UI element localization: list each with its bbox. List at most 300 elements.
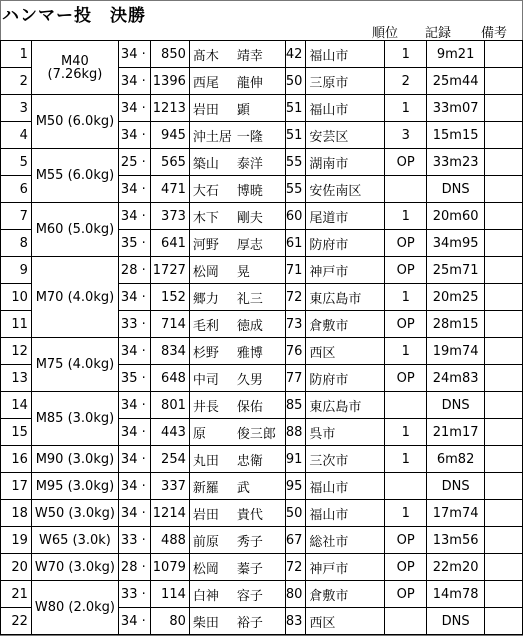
athlete-given-name: 靖幸 bbox=[236, 48, 263, 64]
age-group-value: 35 bbox=[120, 370, 138, 386]
record-cell: 13m56 bbox=[427, 527, 485, 554]
table-row bbox=[1, 446, 523, 473]
rank-cell: OP bbox=[385, 527, 427, 554]
athlete-surname: 井長 bbox=[192, 399, 219, 415]
athlete-name bbox=[189, 68, 285, 95]
division-cell: M55 (6.0kg) bbox=[31, 149, 118, 203]
athlete-given-name: 秀子 bbox=[236, 534, 263, 550]
bib-number: 641 bbox=[150, 230, 189, 257]
age-group-value: 34 bbox=[120, 478, 138, 494]
athlete-name bbox=[189, 95, 285, 122]
bib-number: 373 bbox=[150, 203, 189, 230]
age-group-value: 33 bbox=[120, 586, 138, 602]
table-row bbox=[1, 500, 523, 527]
rank-cell: 1 bbox=[385, 338, 427, 365]
bib-number: 945 bbox=[150, 122, 189, 149]
athlete-surname: 松岡 bbox=[192, 264, 219, 280]
bib-number: 1727 bbox=[150, 257, 189, 284]
table-row bbox=[1, 554, 523, 581]
remarks-cell bbox=[485, 230, 523, 257]
athlete-age: 83 bbox=[285, 608, 306, 635]
athlete-city: 東広島市 bbox=[306, 392, 385, 419]
age-group-cell bbox=[118, 554, 150, 581]
athlete-name bbox=[189, 392, 285, 419]
athlete-name bbox=[189, 581, 285, 608]
age-group-cell bbox=[118, 500, 150, 527]
athlete-given-name: 礼三 bbox=[236, 291, 263, 307]
row-number: 8 bbox=[1, 230, 32, 257]
record-cell: DNS bbox=[427, 176, 485, 203]
table-row bbox=[1, 203, 523, 230]
age-group-value: 34 bbox=[120, 613, 138, 629]
athlete-given-name: 俊三郎 bbox=[236, 426, 276, 442]
row-number: 6 bbox=[1, 176, 32, 203]
athlete-given-name: 泰洋 bbox=[236, 156, 263, 172]
record-cell: 20m25 bbox=[427, 284, 485, 311]
row-number: 4 bbox=[1, 122, 32, 149]
record-cell: 9m21 bbox=[427, 41, 485, 68]
record-cell: 19m74 bbox=[427, 338, 485, 365]
separator-dot: · bbox=[137, 343, 146, 359]
age-group-cell bbox=[118, 446, 150, 473]
separator-dot: · bbox=[137, 316, 146, 332]
separator-dot: · bbox=[137, 73, 146, 89]
row-number: 7 bbox=[1, 203, 32, 230]
athlete-age: 71 bbox=[285, 257, 306, 284]
record-cell: 25m71 bbox=[427, 257, 485, 284]
rank-cell: OP bbox=[385, 311, 427, 338]
row-number: 3 bbox=[1, 95, 32, 122]
age-group-value: 34 bbox=[120, 397, 138, 413]
bib-number: 565 bbox=[150, 149, 189, 176]
athlete-age: 51 bbox=[285, 95, 306, 122]
athlete-age: 67 bbox=[285, 527, 306, 554]
age-group-cell bbox=[118, 95, 150, 122]
age-group-value: 28 bbox=[120, 262, 138, 278]
athlete-surname: 郷力 bbox=[192, 291, 219, 307]
separator-dot: · bbox=[137, 559, 146, 575]
athlete-name bbox=[189, 365, 285, 392]
record-cell: 24m83 bbox=[427, 365, 485, 392]
athlete-name bbox=[189, 608, 285, 635]
bib-number: 80 bbox=[150, 608, 189, 635]
athlete-age: 55 bbox=[285, 176, 306, 203]
division-cell: W70 (3.0kg) bbox=[31, 554, 118, 581]
athlete-given-name: 貴代 bbox=[236, 507, 263, 523]
athlete-surname: 河野 bbox=[192, 237, 219, 253]
rank-cell: 1 bbox=[385, 419, 427, 446]
athlete-city: 湖南市 bbox=[306, 149, 385, 176]
athlete-given-name: 一隆 bbox=[236, 129, 263, 145]
athlete-city: 三次市 bbox=[306, 446, 385, 473]
division-cell: W65 (3.0k) bbox=[31, 527, 118, 554]
athlete-age: 95 bbox=[285, 473, 306, 500]
athlete-age: 88 bbox=[285, 419, 306, 446]
division-cell: M50 (6.0kg) bbox=[31, 95, 118, 149]
athlete-city: 防府市 bbox=[306, 365, 385, 392]
athlete-surname: 沖土居 bbox=[192, 129, 232, 145]
row-number: 19 bbox=[1, 527, 32, 554]
athlete-name bbox=[189, 149, 285, 176]
header-remarks: 備考 bbox=[481, 26, 508, 41]
separator-dot: · bbox=[137, 235, 146, 251]
athlete-city: 西区 bbox=[306, 338, 385, 365]
athlete-age: 60 bbox=[285, 203, 306, 230]
athlete-surname: 木下 bbox=[192, 210, 219, 226]
athlete-age: 91 bbox=[285, 446, 306, 473]
separator-dot: · bbox=[137, 46, 146, 62]
bib-number: 801 bbox=[150, 392, 189, 419]
separator-dot: · bbox=[137, 532, 146, 548]
separator-dot: · bbox=[137, 478, 146, 494]
table-row bbox=[1, 527, 523, 554]
athlete-given-name: 武 bbox=[236, 480, 250, 496]
athlete-given-name: 蓁子 bbox=[236, 561, 263, 577]
athlete-surname: 岩田 bbox=[192, 507, 219, 523]
bib-number: 648 bbox=[150, 365, 189, 392]
athlete-name bbox=[189, 203, 285, 230]
separator-dot: · bbox=[137, 397, 146, 413]
athlete-age: 72 bbox=[285, 284, 306, 311]
bib-number: 443 bbox=[150, 419, 189, 446]
separator-dot: · bbox=[137, 370, 146, 386]
separator-dot: · bbox=[137, 262, 146, 278]
athlete-name bbox=[189, 176, 285, 203]
separator-dot: · bbox=[137, 181, 146, 197]
row-number: 11 bbox=[1, 311, 32, 338]
remarks-cell bbox=[485, 608, 523, 635]
separator-dot: · bbox=[137, 586, 146, 602]
age-group-value: 28 bbox=[120, 559, 138, 575]
age-group-value: 25 bbox=[120, 154, 138, 170]
table-row bbox=[1, 41, 523, 68]
athlete-surname: 白神 bbox=[192, 588, 219, 604]
separator-dot: · bbox=[137, 154, 146, 170]
athlete-city: 福山市 bbox=[306, 41, 385, 68]
athlete-surname: 杉野 bbox=[192, 345, 219, 361]
athlete-age: 51 bbox=[285, 122, 306, 149]
division-cell: M90 (3.0kg) bbox=[31, 446, 118, 473]
remarks-cell bbox=[485, 68, 523, 95]
separator-dot: · bbox=[137, 127, 146, 143]
athlete-name bbox=[189, 122, 285, 149]
athlete-city: 三原市 bbox=[306, 68, 385, 95]
age-group-cell bbox=[118, 203, 150, 230]
athlete-given-name: 裕子 bbox=[236, 615, 263, 631]
athlete-name bbox=[189, 473, 285, 500]
athlete-name bbox=[189, 527, 285, 554]
athlete-given-name: 久男 bbox=[236, 372, 263, 388]
athlete-surname: 前原 bbox=[192, 534, 219, 550]
record-cell: DNS bbox=[427, 392, 485, 419]
remarks-cell bbox=[485, 446, 523, 473]
row-number: 2 bbox=[1, 68, 32, 95]
age-group-value: 34 bbox=[120, 100, 138, 116]
remarks-cell bbox=[485, 473, 523, 500]
remarks-cell bbox=[485, 149, 523, 176]
athlete-age: 85 bbox=[285, 392, 306, 419]
record-cell: 28m15 bbox=[427, 311, 485, 338]
remarks-cell bbox=[485, 419, 523, 446]
record-cell: 21m17 bbox=[427, 419, 485, 446]
remarks-cell bbox=[485, 41, 523, 68]
athlete-city: 倉敷市 bbox=[306, 581, 385, 608]
bib-number: 114 bbox=[150, 581, 189, 608]
athlete-given-name: 博暁 bbox=[236, 183, 263, 199]
athlete-name bbox=[189, 446, 285, 473]
athlete-city: 福山市 bbox=[306, 95, 385, 122]
age-group-value: 34 bbox=[120, 343, 138, 359]
separator-dot: · bbox=[137, 505, 146, 521]
remarks-cell bbox=[485, 257, 523, 284]
age-group-cell bbox=[118, 311, 150, 338]
age-group-value: 34 bbox=[120, 451, 138, 467]
row-number: 9 bbox=[1, 257, 32, 284]
age-group-value: 34 bbox=[120, 181, 138, 197]
separator-dot: · bbox=[137, 424, 146, 440]
row-number: 22 bbox=[1, 608, 32, 635]
row-number: 13 bbox=[1, 365, 32, 392]
rank-cell: 1 bbox=[385, 203, 427, 230]
athlete-city: 東広島市 bbox=[306, 284, 385, 311]
rank-cell: OP bbox=[385, 365, 427, 392]
table-row bbox=[1, 95, 523, 122]
age-group-value: 34 bbox=[120, 208, 138, 224]
record-cell: 6m82 bbox=[427, 446, 485, 473]
rank-cell: 3 bbox=[385, 122, 427, 149]
row-number: 1 bbox=[1, 41, 32, 68]
athlete-age: 55 bbox=[285, 149, 306, 176]
remarks-cell bbox=[485, 392, 523, 419]
separator-dot: · bbox=[137, 451, 146, 467]
age-group-value: 33 bbox=[120, 316, 138, 332]
athlete-city: 福山市 bbox=[306, 473, 385, 500]
athlete-surname: 毛利 bbox=[192, 318, 219, 334]
division-cell: M75 (4.0kg) bbox=[31, 338, 118, 392]
athlete-surname: 松岡 bbox=[192, 561, 219, 577]
row-number: 10 bbox=[1, 284, 32, 311]
athlete-name bbox=[189, 284, 285, 311]
athlete-surname: 髙木 bbox=[192, 48, 219, 64]
division-cell: M85 (3.0kg) bbox=[31, 392, 118, 446]
age-group-cell bbox=[118, 284, 150, 311]
age-group-value: 34 bbox=[120, 289, 138, 305]
row-number: 18 bbox=[1, 500, 32, 527]
record-cell: 33m07 bbox=[427, 95, 485, 122]
bib-number: 834 bbox=[150, 338, 189, 365]
rank-cell: 1 bbox=[385, 41, 427, 68]
athlete-city: 総社市 bbox=[306, 527, 385, 554]
athlete-surname: 新羅 bbox=[192, 480, 219, 496]
age-group-value: 34 bbox=[120, 46, 138, 62]
athlete-name bbox=[189, 554, 285, 581]
record-cell: DNS bbox=[427, 473, 485, 500]
rank-cell bbox=[385, 473, 427, 500]
age-group-cell bbox=[118, 149, 150, 176]
athlete-given-name: 晃 bbox=[236, 264, 250, 280]
remarks-cell bbox=[485, 284, 523, 311]
record-cell: 14m78 bbox=[427, 581, 485, 608]
age-group-cell bbox=[118, 392, 150, 419]
athlete-name bbox=[189, 230, 285, 257]
age-group-cell bbox=[118, 257, 150, 284]
athlete-name bbox=[189, 41, 285, 68]
table-row bbox=[1, 338, 523, 365]
athlete-age: 72 bbox=[285, 554, 306, 581]
athlete-given-name: 剛夫 bbox=[236, 210, 263, 226]
age-group-value: 34 bbox=[120, 505, 138, 521]
athlete-age: 50 bbox=[285, 500, 306, 527]
table-row bbox=[1, 392, 523, 419]
athlete-given-name: 龍伸 bbox=[236, 75, 263, 91]
remarks-cell bbox=[485, 95, 523, 122]
remarks-cell bbox=[485, 203, 523, 230]
athlete-city: 神戸市 bbox=[306, 257, 385, 284]
athlete-age: 61 bbox=[285, 230, 306, 257]
age-group-cell bbox=[118, 581, 150, 608]
athlete-name bbox=[189, 419, 285, 446]
age-group-cell bbox=[118, 473, 150, 500]
age-group-value: 34 bbox=[120, 73, 138, 89]
age-group-cell bbox=[118, 608, 150, 635]
rank-cell: OP bbox=[385, 581, 427, 608]
rank-cell: OP bbox=[385, 230, 427, 257]
age-group-cell bbox=[118, 527, 150, 554]
athlete-given-name: 雅博 bbox=[236, 345, 263, 361]
record-cell: 34m95 bbox=[427, 230, 485, 257]
division-cell: M60 (5.0kg) bbox=[31, 203, 118, 257]
table-row bbox=[1, 149, 523, 176]
age-group-cell bbox=[118, 230, 150, 257]
rank-cell: 2 bbox=[385, 68, 427, 95]
athlete-city: 防府市 bbox=[306, 230, 385, 257]
table-row bbox=[1, 473, 523, 500]
athlete-name bbox=[189, 257, 285, 284]
athlete-given-name: 容子 bbox=[236, 588, 263, 604]
bib-number: 1079 bbox=[150, 554, 189, 581]
athlete-given-name: 忠衛 bbox=[236, 453, 263, 469]
division-cell: M40 (7.26kg) bbox=[31, 41, 118, 95]
division-cell: W80 (2.0kg) bbox=[31, 581, 118, 635]
bib-number: 488 bbox=[150, 527, 189, 554]
rank-cell: OP bbox=[385, 554, 427, 581]
page-title: ハンマー投 決勝 bbox=[2, 6, 146, 26]
remarks-cell bbox=[485, 338, 523, 365]
athlete-city: 福山市 bbox=[306, 500, 385, 527]
athlete-age: 42 bbox=[285, 41, 306, 68]
row-number: 5 bbox=[1, 149, 32, 176]
rank-cell bbox=[385, 392, 427, 419]
remarks-cell bbox=[485, 122, 523, 149]
remarks-cell bbox=[485, 581, 523, 608]
age-group-value: 34 bbox=[120, 127, 138, 143]
record-cell: 25m44 bbox=[427, 68, 485, 95]
bib-number: 471 bbox=[150, 176, 189, 203]
athlete-given-name: 保佑 bbox=[236, 399, 263, 415]
athlete-surname: 大石 bbox=[192, 183, 219, 199]
athlete-city: 安芸区 bbox=[306, 122, 385, 149]
separator-dot: · bbox=[137, 613, 146, 629]
age-group-value: 33 bbox=[120, 532, 138, 548]
athlete-age: 76 bbox=[285, 338, 306, 365]
header-record: 記録 bbox=[425, 26, 452, 41]
bib-number: 714 bbox=[150, 311, 189, 338]
bib-number: 1214 bbox=[150, 500, 189, 527]
athlete-city: 尾道市 bbox=[306, 203, 385, 230]
remarks-cell bbox=[485, 311, 523, 338]
record-cell: 15m15 bbox=[427, 122, 485, 149]
athlete-city: 安佐南区 bbox=[306, 176, 385, 203]
athlete-surname: 柴田 bbox=[192, 615, 219, 631]
division-cell: M70 (4.0kg) bbox=[31, 257, 118, 338]
age-group-cell bbox=[118, 419, 150, 446]
athlete-age: 77 bbox=[285, 365, 306, 392]
rank-cell bbox=[385, 608, 427, 635]
rank-cell: 1 bbox=[385, 284, 427, 311]
athlete-given-name: 厚志 bbox=[236, 237, 263, 253]
athlete-name bbox=[189, 338, 285, 365]
record-cell: DNS bbox=[427, 608, 485, 635]
record-cell: 17m74 bbox=[427, 500, 485, 527]
table-row bbox=[1, 581, 523, 608]
bib-number: 337 bbox=[150, 473, 189, 500]
bib-number: 152 bbox=[150, 284, 189, 311]
athlete-name bbox=[189, 311, 285, 338]
row-number: 16 bbox=[1, 446, 32, 473]
remarks-cell bbox=[485, 527, 523, 554]
athlete-surname: 中司 bbox=[192, 372, 219, 388]
record-cell: 20m60 bbox=[427, 203, 485, 230]
record-cell: 33m23 bbox=[427, 149, 485, 176]
age-group-cell bbox=[118, 338, 150, 365]
bib-number: 254 bbox=[150, 446, 189, 473]
age-group-cell bbox=[118, 365, 150, 392]
rank-cell: 1 bbox=[385, 95, 427, 122]
division-cell: W50 (3.0kg) bbox=[31, 500, 118, 527]
bib-number: 1396 bbox=[150, 68, 189, 95]
row-number: 14 bbox=[1, 392, 32, 419]
age-group-cell bbox=[118, 68, 150, 95]
row-number: 15 bbox=[1, 419, 32, 446]
rank-cell: 1 bbox=[385, 500, 427, 527]
rank-cell bbox=[385, 176, 427, 203]
header-rank: 順位 bbox=[372, 26, 399, 41]
rank-cell: 1 bbox=[385, 446, 427, 473]
row-number: 12 bbox=[1, 338, 32, 365]
remarks-cell bbox=[485, 500, 523, 527]
athlete-given-name: 徳成 bbox=[236, 318, 263, 334]
athlete-surname: 西尾 bbox=[192, 75, 219, 91]
age-group-cell bbox=[118, 176, 150, 203]
record-cell: 22m20 bbox=[427, 554, 485, 581]
athlete-age: 50 bbox=[285, 68, 306, 95]
bib-number: 1213 bbox=[150, 95, 189, 122]
athlete-age: 80 bbox=[285, 581, 306, 608]
athlete-surname: 丸田 bbox=[192, 453, 219, 469]
remarks-cell bbox=[485, 365, 523, 392]
table-row bbox=[1, 257, 523, 284]
row-number: 20 bbox=[1, 554, 32, 581]
age-group-cell bbox=[118, 41, 150, 68]
separator-dot: · bbox=[137, 289, 146, 305]
separator-dot: · bbox=[137, 208, 146, 224]
age-group-value: 34 bbox=[120, 424, 138, 440]
rank-cell: OP bbox=[385, 257, 427, 284]
results-table bbox=[0, 40, 523, 635]
athlete-name bbox=[189, 500, 285, 527]
separator-dot: · bbox=[137, 100, 146, 116]
row-number: 21 bbox=[1, 581, 32, 608]
